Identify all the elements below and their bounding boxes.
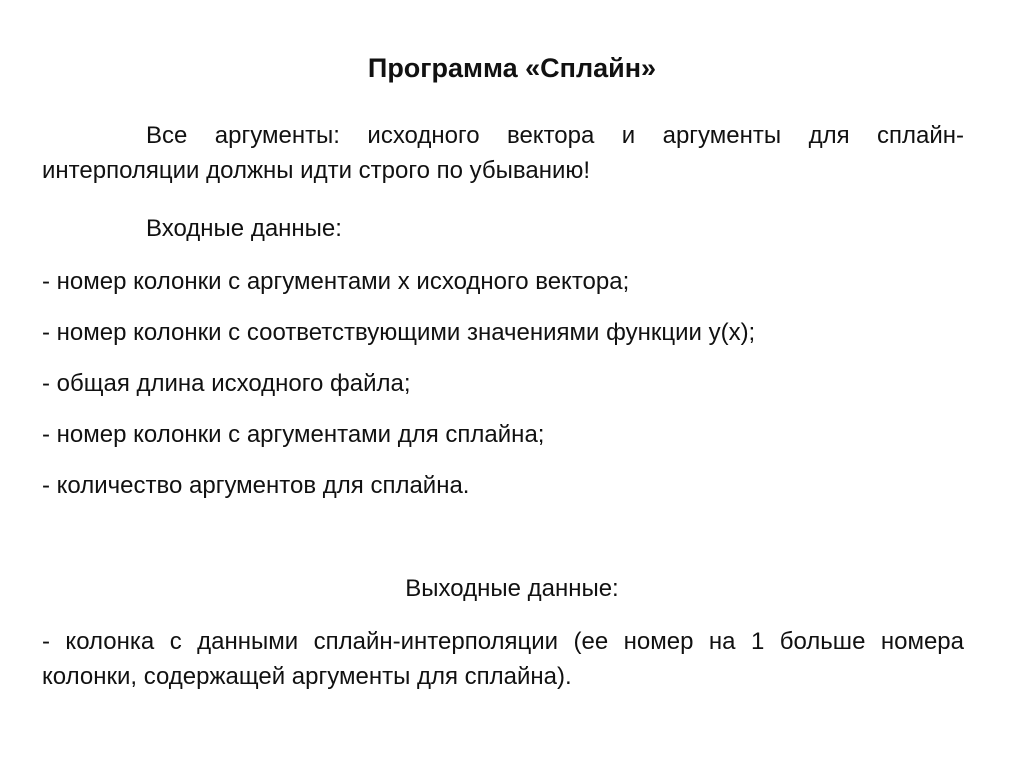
output-list-item: - колонка с данными сплайн-интерполяции (ее номер на 1 больше номера колонки, содержащей аргументы для сплайна). bbox=[42, 628, 964, 690]
slide-title: Программа «Сплайн» bbox=[367, 53, 657, 83]
intro-paragraph: Все аргументы: исходного вектора и аргументы для сплайн-интерполяции должны идти строго по убыванию! bbox=[42, 122, 964, 184]
input-list-item: - количество аргументов для сплайна. bbox=[42, 472, 470, 499]
output-data-heading: Выходные данные: bbox=[405, 575, 619, 602]
input-list-item: - номер колонки с аргументами для сплайна; bbox=[42, 421, 545, 448]
input-list-item: - номер колонки с аргументами х исходного вектора; bbox=[42, 268, 630, 295]
input-data-heading: Входные данные: bbox=[146, 215, 342, 242]
input-list-item: - номер колонки с соответствующими значениями функции y(x); bbox=[42, 319, 756, 346]
input-list-item: - общая длина исходного файла; bbox=[42, 370, 411, 397]
